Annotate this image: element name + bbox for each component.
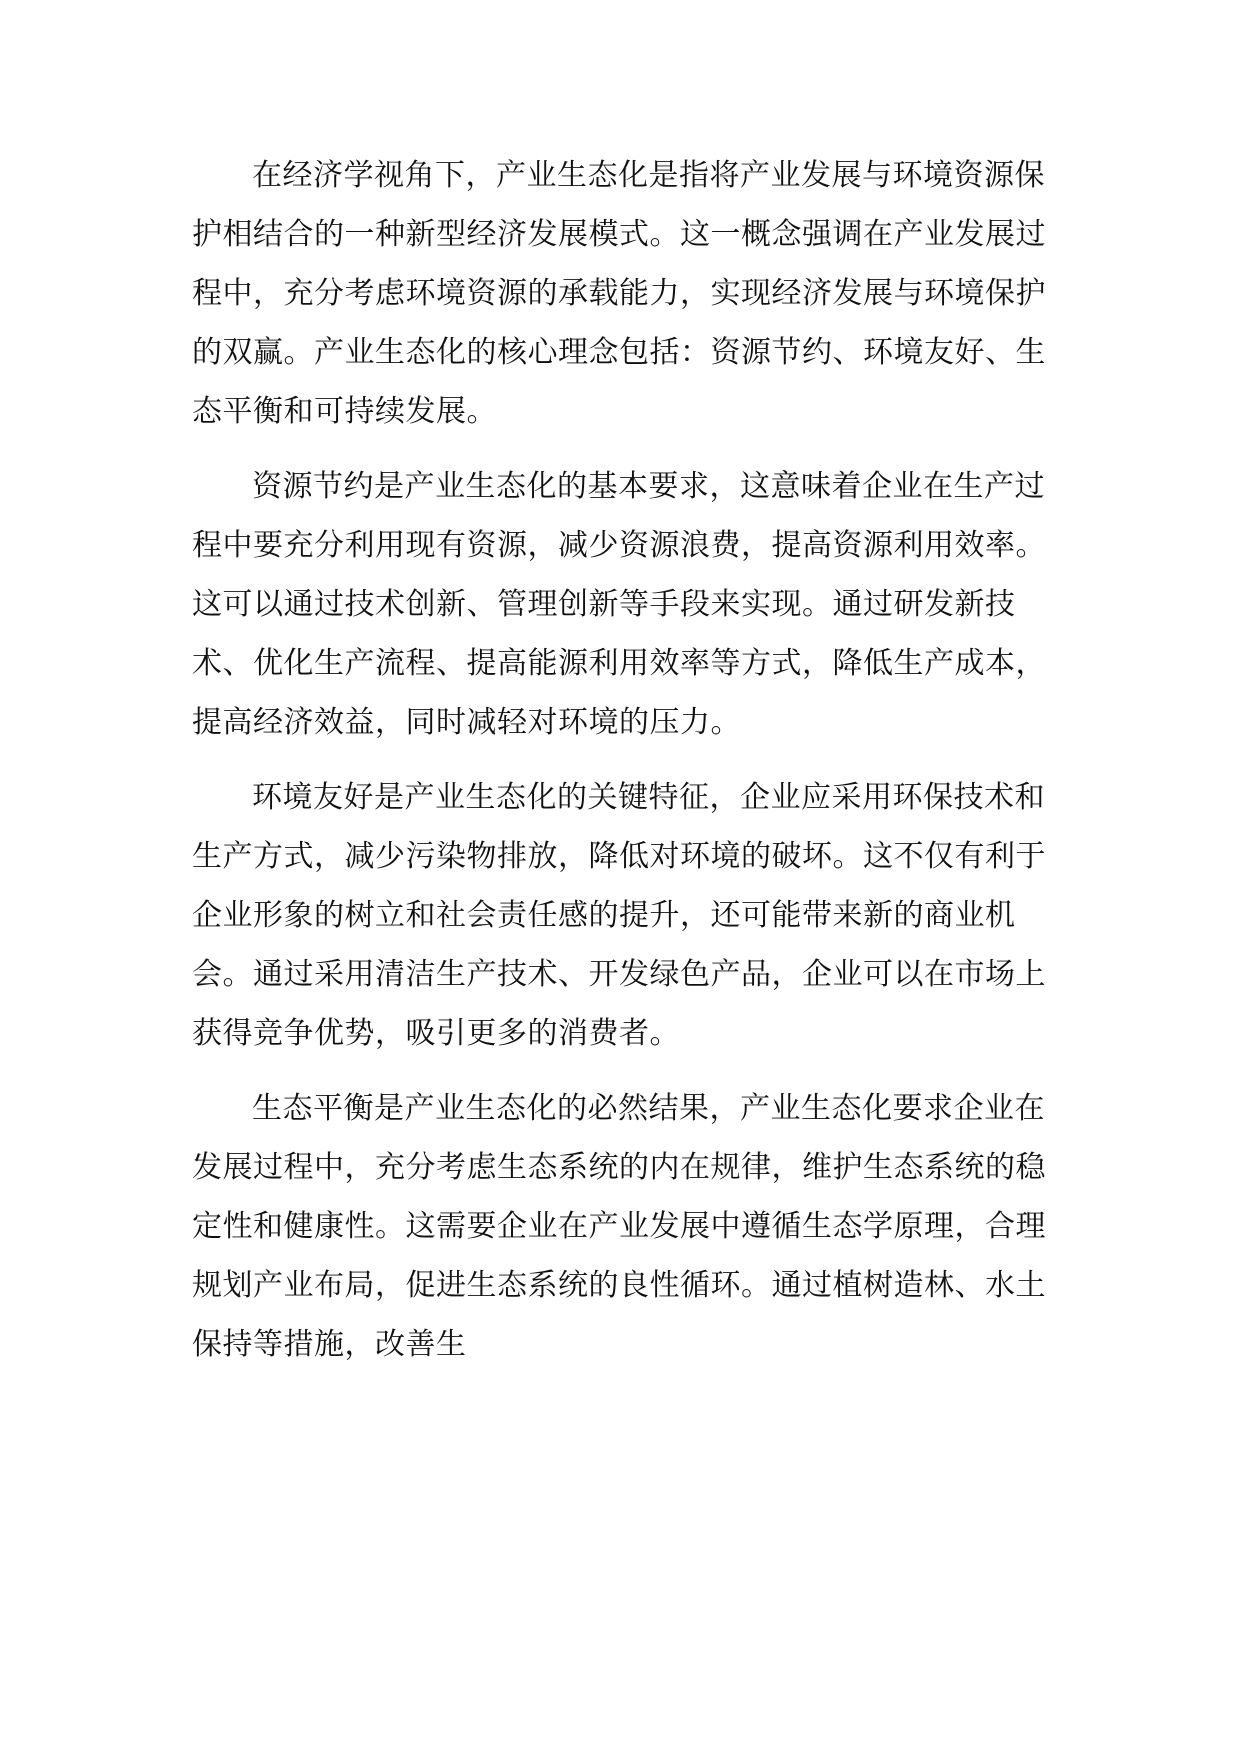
paragraph-1: 在经济学视角下，产业生态化是指将产业发展与环境资源保护相结合的一种新型经济发展模式。这一概念强调在产业发展过程中，充分考虑环境资源的承载能力，实现经济发展与环境保护的双赢。产业生态化的核心理念包括：资源节约、环境友好、生态平衡和可持续发展。 xyxy=(192,158,1046,429)
paragraph-4: 生态平衡是产业生态化的必然结果，产业生态化要求企业在发展过程中，充分考虑生态系统的内在规律，维护生态系统的稳定性和健康性。这需要企业在产业发展中遵循生态学原理，合理规划产业布局，促进生态系统的良性循环。通过植树造林、水土保持等措施，改善生 xyxy=(192,1091,1046,1362)
paragraph-2: 资源节约是产业生态化的基本要求，这意味着企业在生产过程中要充分利用现有资源，减少资源浪费，提高资源利用效率。这可以通过技术创新、管理创新等手段来实现。通过研发新技术、优化生产流程、提高能源利用效率等方式，降低生产成本，提高经济效益，同时减轻对环境的压力。 xyxy=(192,469,1046,740)
body-text xyxy=(192,146,1052,1390)
paragraph-3: 环境友好是产业生态化的关键特征，企业应采用环保技术和生产方式，减少污染物排放，降低对环境的破坏。这不仅有利于企业形象的树立和社会责任感的提升，还可能带来新的商业机会。通过采用清洁生产技术、开发绿色产品，企业可以在市场上获得竞争优势，吸引更多的消费者。 xyxy=(192,780,1046,1051)
